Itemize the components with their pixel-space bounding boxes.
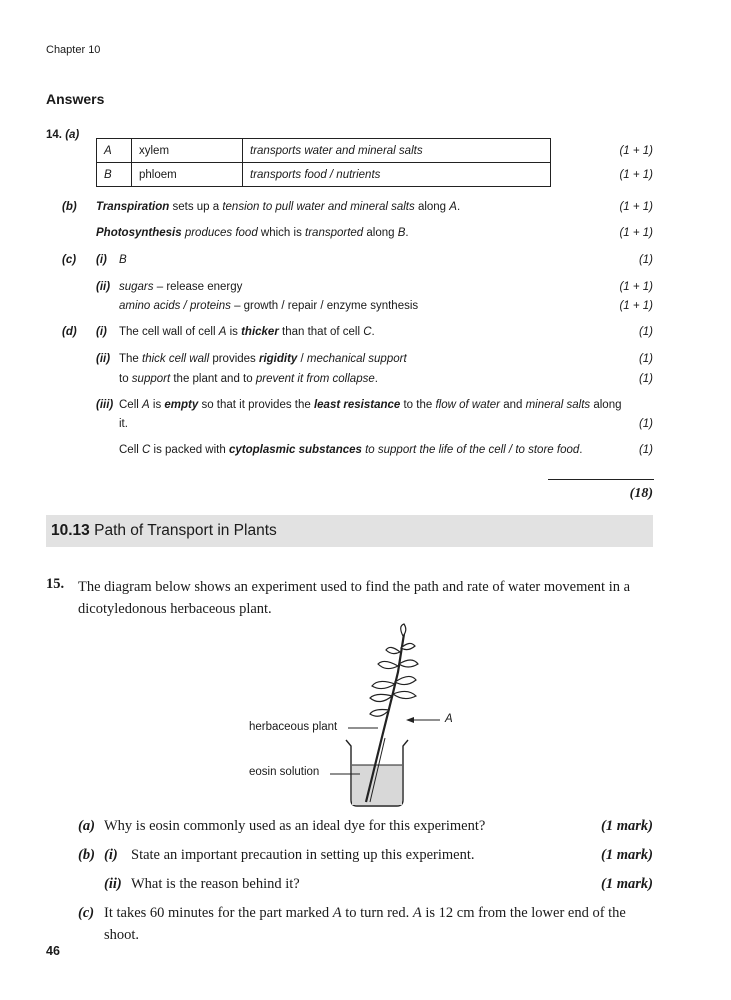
section-title	[51, 522, 277, 540]
answer-d-ii-line-1	[119, 353, 407, 365]
diagram-label-eosin-solution: eosin solution	[249, 766, 320, 778]
text: The	[119, 353, 143, 365]
marks-b1: (1 + 1)	[619, 201, 653, 213]
text: .	[405, 227, 409, 239]
q14-c-i-label: (i)	[96, 254, 107, 266]
q15-part-c-label: (c)	[78, 905, 95, 921]
q15-b-ii-marks: (1 mark)	[601, 876, 653, 892]
marks-d-ii-2: (1)	[638, 373, 653, 385]
diagram-label-herbaceous-plant: herbaceous plant	[249, 721, 338, 733]
marks-c-ii-1: (1 + 1)	[619, 281, 653, 293]
marks-a-row-2: (1 + 1)	[619, 169, 653, 181]
text: – growth / repair / enzyme synthesis	[230, 300, 419, 312]
table-cell-function: transports food / nutrients	[243, 163, 551, 187]
q14-d-ii-label: (ii)	[96, 353, 111, 365]
answer-b-line-2	[96, 227, 409, 239]
text: Cell	[119, 444, 143, 456]
plant-drawing	[330, 624, 440, 806]
text: Cell	[119, 399, 143, 411]
text-italic: prevent it from collapse	[255, 373, 375, 385]
q14-part-c-label: (c)	[62, 254, 77, 266]
letter-A: A	[332, 905, 342, 921]
total-marks: (18)	[629, 486, 653, 501]
text-italic: mineral salts	[525, 399, 591, 411]
text-italic: transported	[305, 227, 364, 239]
text-bold: empty	[164, 399, 199, 411]
text: and	[500, 399, 526, 411]
q15-part-b-label: (b)	[78, 847, 95, 863]
answer-d-iii-line-3	[119, 444, 582, 456]
text: .	[371, 326, 375, 338]
marks-d-iii-2: (1)	[638, 444, 653, 456]
text-bold: thicker	[241, 326, 279, 338]
text: /	[297, 353, 307, 365]
text: to	[119, 373, 132, 385]
table-cell-function: transports water and mineral salts	[243, 139, 551, 163]
text: the plant and to	[170, 373, 256, 385]
text: along	[363, 227, 398, 239]
q15-b-ii-text: What is the reason behind it?	[131, 876, 300, 892]
text-italic: produces food	[181, 227, 258, 239]
experiment-diagram	[240, 622, 480, 808]
table-row	[97, 139, 551, 163]
answer-c-i: B	[119, 254, 127, 266]
text: .	[579, 444, 583, 456]
text-italic: mechanical support	[306, 353, 407, 365]
text-italic: thick cell wall	[142, 353, 210, 365]
table-cell-tissue: xylem	[132, 139, 243, 163]
marks-c-ii-2: (1 + 1)	[619, 300, 653, 312]
text: along	[414, 201, 450, 213]
q15-b-i-label: (i)	[104, 847, 118, 863]
text-italic: tension to pull water and mineral salts	[222, 201, 415, 213]
q14-c-ii-label: (ii)	[96, 281, 111, 293]
marks-a-row-1: (1 + 1)	[619, 145, 653, 157]
text: The cell wall of cell	[119, 326, 219, 338]
text-italic: amino acids / proteins	[119, 300, 231, 312]
answer-table	[96, 138, 551, 187]
text: sets up a	[169, 201, 223, 213]
q15-part-c-line-2: shoot.	[104, 927, 140, 943]
text: It takes 60 minutes for the part marked	[104, 905, 333, 921]
answer-c-ii-line-2	[119, 300, 418, 312]
q14-d-iii-label: (iii)	[96, 399, 114, 411]
answer-d-ii-line-2	[119, 373, 378, 385]
text-bold: cytoplasmic substances	[228, 444, 362, 456]
text: – release energy	[153, 281, 243, 293]
question-14-number	[46, 129, 79, 141]
q15-b-ii-label: (ii)	[104, 876, 122, 892]
text: along	[590, 399, 622, 411]
table-row	[97, 163, 551, 187]
text-bold: rigidity	[258, 353, 298, 365]
text: is	[149, 399, 165, 411]
table-cell-tissue: phloem	[132, 163, 243, 187]
section-number: 10.13	[51, 522, 90, 539]
term-photosynthesis: Photosynthesis	[96, 227, 182, 239]
text-italic: to support the life of the cell / to store food	[361, 444, 580, 456]
q15-part-a-text: Why is eosin commonly used as an ideal dye for this experiment?	[104, 818, 486, 834]
question-15-intro: The diagram below shows an experiment used to find the path and rate of water movement in a dicotyledonous herbaceous plant.	[78, 579, 631, 617]
letter-A: A	[449, 201, 457, 213]
term-transpiration: Transpiration	[96, 201, 170, 213]
letter-A: A	[142, 399, 150, 411]
q15-b-i-marks: (1 mark)	[601, 847, 653, 863]
letter-A: A	[412, 905, 422, 921]
text-italic: support	[131, 373, 171, 385]
q15-part-c-line-1	[104, 905, 626, 922]
q14-d-i-label: (i)	[96, 326, 107, 338]
letter-C: C	[142, 444, 151, 456]
text: .	[456, 201, 461, 213]
text: which is	[257, 227, 306, 239]
answer-d-iii-line-2: it.	[119, 418, 128, 430]
q14-part-d-label: (d)	[62, 326, 77, 338]
marks-d-iii-1: (1)	[638, 418, 653, 430]
text: is packed with	[150, 444, 229, 456]
q14-number-text: 14.	[46, 129, 62, 141]
answer-c-ii-line-1	[119, 281, 242, 293]
q14-part-a-label: (a)	[65, 129, 80, 141]
marks-d-i: (1)	[638, 326, 653, 338]
marks-b2: (1 + 1)	[619, 227, 653, 239]
text: than that of cell	[278, 326, 364, 338]
letter-C: C	[363, 326, 372, 338]
marks-d-ii-1: (1)	[638, 353, 653, 365]
q15-part-a-label: (a)	[78, 818, 95, 834]
answer-d-iii-line-1	[119, 399, 622, 411]
section-title-text: Path of Transport in Plants	[94, 522, 277, 539]
text: .	[374, 373, 378, 385]
text: to the	[400, 399, 436, 411]
chapter-header: Chapter 10	[46, 44, 101, 56]
text: provides	[209, 353, 259, 365]
letter-B: B	[397, 227, 406, 239]
table-cell-letter: A	[97, 139, 132, 163]
text-italic: sugars	[119, 281, 154, 293]
marks-c-i: (1)	[638, 254, 653, 266]
text: is	[226, 326, 242, 338]
diagram-label-A: A	[445, 713, 453, 725]
q15-part-a-marks: (1 mark)	[601, 818, 653, 834]
answers-heading: Answers	[46, 91, 105, 107]
q15-b-i-text: State an important precaution in setting up this experiment.	[131, 847, 475, 863]
page-number: 46	[46, 944, 60, 958]
q14-part-b-label: (b)	[62, 201, 77, 213]
text-bold: least resistance	[313, 399, 401, 411]
text: is 12 cm from the lower end of the	[421, 905, 626, 921]
text-italic: flow of water	[435, 399, 501, 411]
answer-b-line-1	[96, 201, 460, 213]
text: so that it provides the	[198, 399, 314, 411]
table-cell-letter: B	[97, 163, 132, 187]
question-15-number: 15.	[46, 576, 65, 592]
text: to turn red.	[341, 905, 413, 921]
letter-A: A	[218, 326, 227, 338]
total-divider	[548, 479, 654, 480]
answer-d-i	[119, 326, 375, 338]
